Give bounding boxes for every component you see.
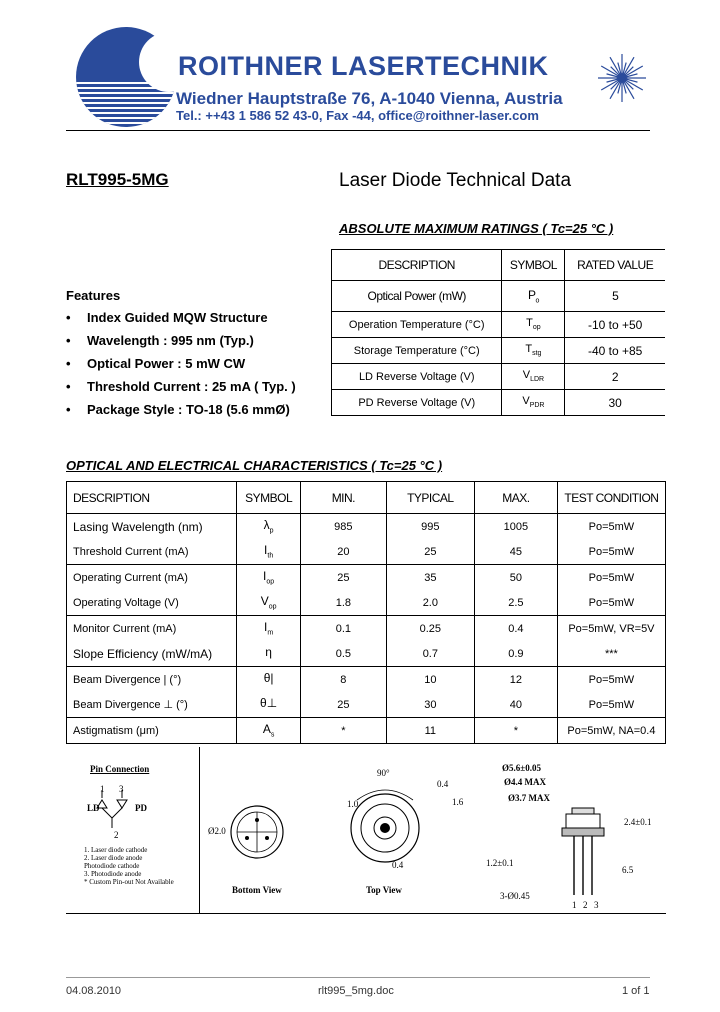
abs-max-row — [332, 312, 666, 338]
abs-max-value: 2 — [565, 364, 665, 390]
pin-label: PD — [135, 803, 147, 813]
oec-desc: Monitor Current (mA) — [67, 616, 237, 642]
abs-max-header: DESCRIPTION — [332, 250, 502, 281]
oec-min: 1.8 — [300, 590, 386, 616]
oec-min: 0.1 — [300, 616, 386, 642]
oec-desc: Beam Divergence ⊥ (°) — [67, 692, 237, 718]
oec-min: 8 — [300, 667, 386, 693]
oec-symbol: $I_{th}$ — [237, 539, 301, 565]
oec-min: * — [300, 718, 386, 744]
dim-label: 2.4±0.1 — [624, 817, 652, 827]
abs-max-title: ABSOLUTE MAXIMUM RATINGS ( Tc=25 °C ) — [339, 221, 614, 236]
bottom-view-drawing — [222, 800, 292, 870]
bullet-icon: • — [66, 379, 71, 394]
oec-row — [67, 616, 666, 642]
pin-label: LD — [87, 803, 100, 813]
oec-condition: Po=5mW — [557, 692, 665, 718]
pin-notes — [84, 846, 174, 886]
feature-item: • Optical Power : 5 mW CW — [66, 356, 246, 371]
dim-label: Ø4.4 MAX — [504, 777, 546, 787]
pin-note: 3. Photodiode anode — [84, 870, 142, 878]
company-contact: Tel.: ++43 1 586 52 43-0, Fax -44, office@roithner-laser.com — [176, 108, 539, 123]
abs-max-row — [332, 390, 666, 416]
company-logo-globe — [64, 22, 174, 132]
dim-label: 3-Ø0.45 — [500, 891, 530, 901]
pin-note: 2. Laser diode anode — [84, 854, 143, 862]
oec-header: MIN. — [300, 482, 386, 514]
oec-desc: Operating Voltage (V) — [67, 590, 237, 616]
footer-page: 1 of 1 — [622, 985, 650, 997]
dim-label: 1.2±0.1 — [486, 858, 514, 868]
dim-label: 0.4 — [437, 779, 449, 789]
bullet-icon: • — [66, 310, 71, 325]
oec-max: 0.9 — [474, 641, 557, 667]
pin-note: Photodiode cathode — [84, 862, 140, 870]
oec-desc: Astigmatism (μm) — [67, 718, 237, 744]
abs-max-desc: Optical Power (mW) — [332, 281, 502, 312]
abs-max-row — [332, 338, 666, 364]
pin-connection-title: Pin Connection — [90, 764, 150, 774]
dim-label: Ø5.6±0.05 — [502, 763, 541, 773]
oec-min: 20 — [300, 539, 386, 565]
header-divider — [66, 130, 650, 131]
oec-header: MAX. — [474, 482, 557, 514]
bullet-icon: • — [66, 356, 71, 371]
company-address: Wiedner Hauptstraße 76, A-1040 Vienna, Austria — [176, 89, 563, 108]
oec-row — [67, 539, 666, 565]
abs-max-header: RATED VALUE — [565, 250, 665, 281]
oec-table — [66, 481, 666, 744]
company-name: ROITHNER LASERTECHNIK — [178, 51, 549, 81]
oec-symbol: θ| — [237, 667, 301, 693]
oec-typ: 995 — [386, 514, 474, 540]
dim-label: 0.4 — [392, 860, 404, 870]
feature-item: • Package Style : TO-18 (5.6 mmØ) — [66, 402, 290, 417]
oec-condition: Po=5mW — [557, 590, 665, 616]
oec-symbol: η — [237, 641, 301, 667]
bullet-icon: • — [66, 333, 71, 348]
abs-max-value: -40 to +85 — [565, 338, 665, 364]
oec-symbol: $A_s$ — [237, 718, 301, 744]
bullet-icon: • — [66, 402, 71, 417]
oec-condition: Po=5mW — [557, 667, 665, 693]
oec-typ: 11 — [386, 718, 474, 744]
oec-header: TEST CONDITION — [557, 482, 665, 514]
oec-max: * — [474, 718, 557, 744]
abs-max-symbol: $T_{op}$ — [502, 312, 565, 338]
oec-desc: Beam Divergence | (°) — [67, 667, 237, 693]
oec-condition: Po=5mW, NA=0.4 — [557, 718, 665, 744]
oec-row — [67, 718, 666, 744]
oec-desc: Slope Efficiency (mW/mA) — [67, 641, 237, 667]
oec-row — [67, 692, 666, 718]
footer-date: 04.08.2010 — [66, 985, 122, 997]
dim-label: 1.6 — [452, 797, 464, 807]
oec-symbol: $V_{op}$ — [237, 590, 301, 616]
oec-header: TYPICAL — [386, 482, 474, 514]
pin-label: 2 — [114, 830, 119, 840]
oec-symbol: $\lambda_p$ — [237, 514, 301, 540]
drawing-divider — [199, 747, 200, 913]
bottom-view-label: Bottom View — [232, 885, 282, 895]
oec-desc: Operating Current (mA) — [67, 565, 237, 591]
oec-min: 25 — [300, 692, 386, 718]
oec-row — [67, 565, 666, 591]
oec-desc: Threshold Current (mA) — [67, 539, 237, 565]
oec-condition: Po=5mW — [557, 565, 665, 591]
footer-divider — [66, 977, 650, 978]
abs-max-symbol: $V_{LDR}$ — [502, 364, 565, 390]
oec-max: 45 — [474, 539, 557, 565]
abs-max-value: 30 — [565, 390, 665, 416]
part-number: RLT995-5MG — [66, 170, 169, 189]
top-view-label: Top View — [366, 885, 402, 895]
abs-max-header: SYMBOL — [502, 250, 565, 281]
pin-note: 1. Laser diode cathode — [84, 846, 148, 854]
oec-typ: 2.0 — [386, 590, 474, 616]
oec-symbol: $I_m$ — [237, 616, 301, 642]
dim-label: Ø3.7 MAX — [508, 793, 550, 803]
oec-min: 25 — [300, 565, 386, 591]
laser-star-icon — [596, 52, 648, 104]
oec-max: 50 — [474, 565, 557, 591]
oec-row — [67, 667, 666, 693]
abs-max-desc: PD Reverse Voltage (V) — [332, 390, 502, 416]
feature-item: • Wavelength : 995 nm (Typ.) — [66, 333, 254, 348]
oec-condition: *** — [557, 641, 665, 667]
oec-typ: 0.7 — [386, 641, 474, 667]
oec-condition: Po=5mW — [557, 514, 665, 540]
abs-max-table — [331, 249, 665, 416]
abs-max-desc: LD Reverse Voltage (V) — [332, 364, 502, 390]
oec-min: 0.5 — [300, 641, 386, 667]
footer-filename: rlt995_5mg.doc — [318, 985, 394, 997]
oec-min: 985 — [300, 514, 386, 540]
dim-label: 6.5 — [622, 865, 634, 875]
oec-typ: 10 — [386, 667, 474, 693]
dim-label: 1 — [572, 900, 577, 910]
oec-max: 40 — [474, 692, 557, 718]
oec-condition: Po=5mW, VR=5V — [557, 616, 665, 642]
abs-max-row — [332, 364, 666, 390]
oec-symbol: θ⊥ — [237, 692, 301, 718]
pin-label: 3 — [119, 784, 124, 794]
features-title: Features — [66, 288, 121, 303]
abs-max-desc: Storage Temperature (°C) — [332, 338, 502, 364]
abs-max-symbol: $T_{stg}$ — [502, 338, 565, 364]
oec-header: DESCRIPTION — [67, 482, 237, 514]
oec-row — [67, 514, 666, 540]
oec-typ: 30 — [386, 692, 474, 718]
oec-typ: 25 — [386, 539, 474, 565]
oec-max: 2.5 — [474, 590, 557, 616]
pin-note: * Custom Pin-out Not Available — [84, 878, 174, 886]
document-title: Laser Diode Technical Data — [339, 170, 572, 191]
oec-max: 0.4 — [474, 616, 557, 642]
oec-title: OPTICAL AND ELECTRICAL CHARACTERISTICS ( Tc=25 °C ) — [66, 458, 443, 473]
dim-label: Ø2.0 — [208, 826, 226, 836]
abs-max-value: -10 to +50 — [565, 312, 665, 338]
dim-label: 90° — [377, 768, 390, 778]
oec-typ: 35 — [386, 565, 474, 591]
feature-item: • Threshold Current : 25 mA ( Typ. ) — [66, 379, 296, 394]
oec-condition: Po=5mW — [557, 539, 665, 565]
abs-max-desc: Operation Temperature (°C) — [332, 312, 502, 338]
oec-max: 1005 — [474, 514, 557, 540]
abs-max-value: 5 — [565, 281, 665, 312]
oec-desc: Lasing Wavelength (nm) — [67, 514, 237, 540]
oec-header: SYMBOL — [237, 482, 301, 514]
oec-row — [67, 590, 666, 616]
dim-label: 3 — [594, 900, 599, 910]
oec-max: 12 — [474, 667, 557, 693]
feature-item: • Index Guided MQW Structure — [66, 310, 268, 325]
oec-symbol: $I_{op}$ — [237, 565, 301, 591]
oec-typ: 0.25 — [386, 616, 474, 642]
top-view-drawing — [345, 780, 435, 870]
dim-label: 1.0 — [347, 799, 359, 809]
pin-label: 1 — [100, 784, 105, 794]
abs-max-row — [332, 281, 666, 312]
abs-max-symbol: $V_{PDR}$ — [502, 390, 565, 416]
oec-row — [67, 641, 666, 667]
abs-max-symbol: $P_o$ — [502, 281, 565, 312]
side-view-drawing — [540, 800, 620, 910]
dim-label: 2 — [583, 900, 588, 910]
